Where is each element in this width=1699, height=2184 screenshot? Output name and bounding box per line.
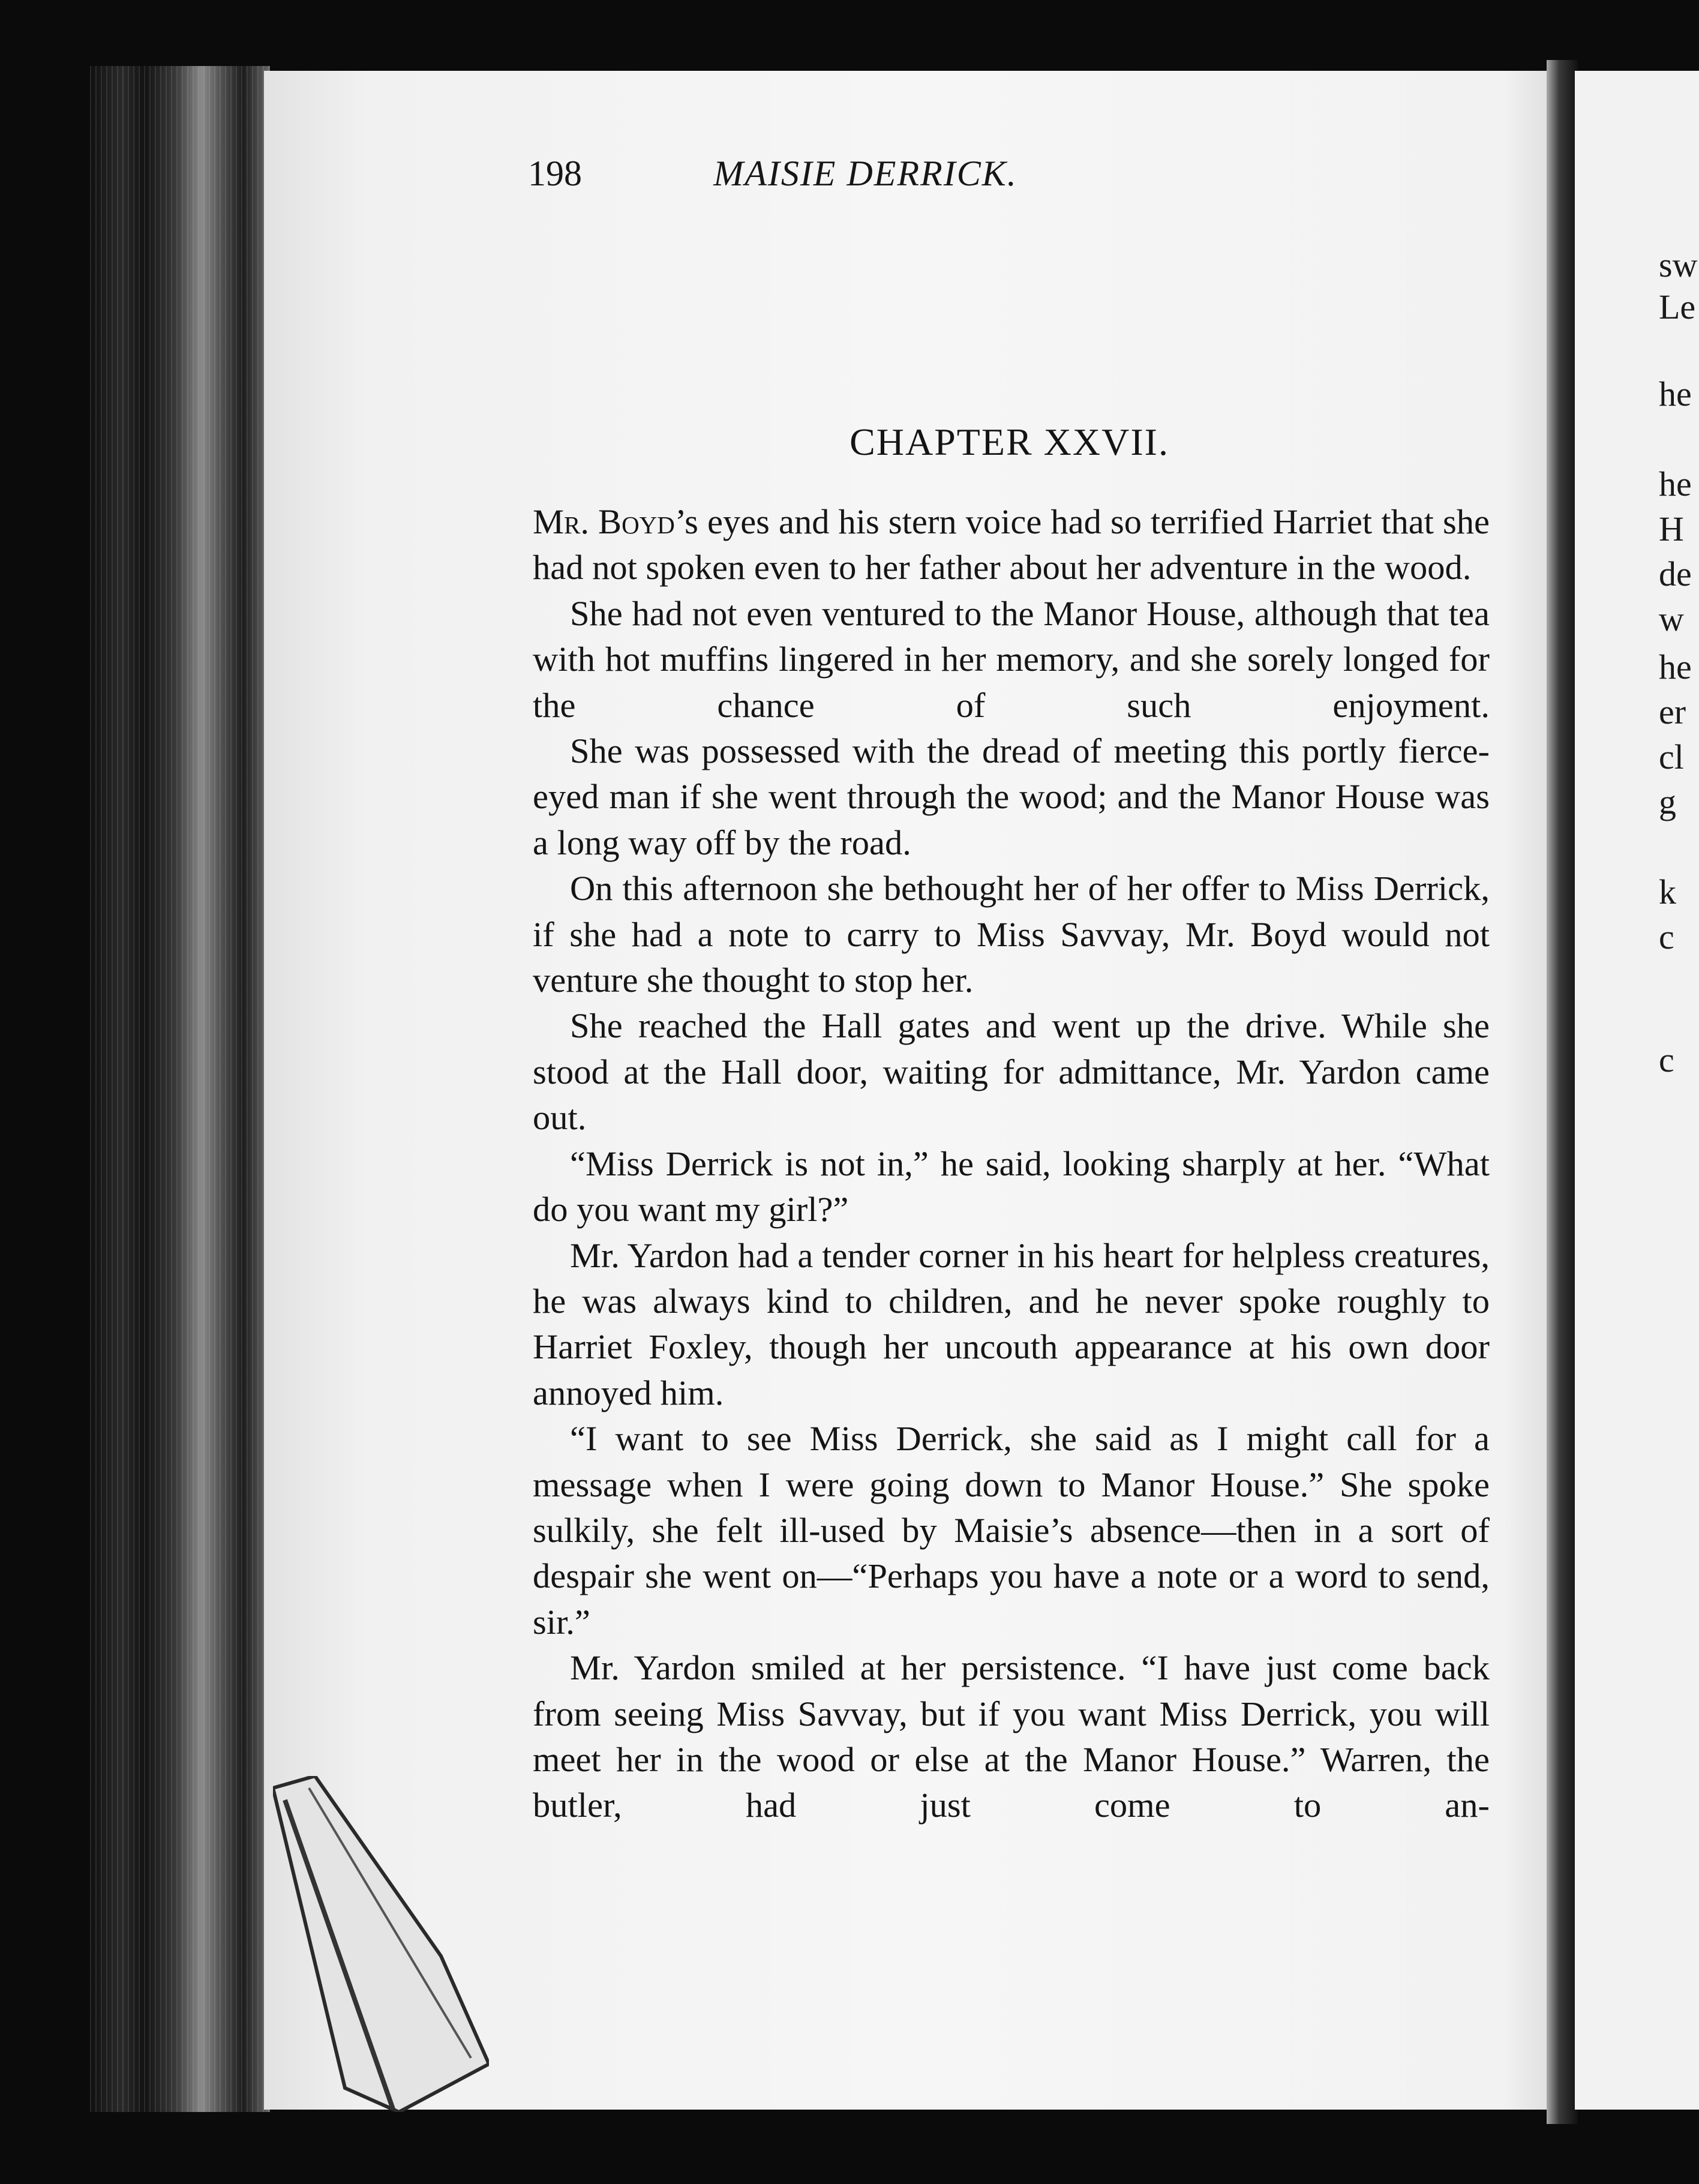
body-text (533, 499, 1490, 1829)
opening-name: Mr. Boyd (533, 502, 675, 541)
page-number: 198 (528, 154, 582, 193)
facing-page-fragment: k (1659, 872, 1676, 911)
paragraph: “I want to see Miss Derrick, she said as I might call for a message when I were going down to Manor House.” She spoke sulkily, she felt ill-used by Maisie’s absence—then in a sort of despair she went on—“Perhaps you have a note or a word to send, sir.” (533, 1419, 1490, 1642)
facing-page-fragment: Le (1659, 287, 1696, 326)
facing-page-fragment: H (1659, 509, 1684, 548)
facing-page-fragment: he (1659, 647, 1692, 686)
paragraph: Mr. Yardon smiled at her persistence. “I have just come back from seeing Miss Savvay, but if you want Miss Derrick, you will meet her in the wood or else at the Manor House.” Warren, the butler, had just come to an- (533, 1648, 1490, 1825)
facing-page-fragment: c (1659, 917, 1674, 956)
paragraph-text: ’s eyes and his stern voice had so terrified Harriet that she had not spoken even to her father about her adventure in the wood. (533, 502, 1490, 587)
facing-page-fragment: er (1659, 692, 1686, 731)
paragraph: “Miss Derrick is not in,” he said, looking sharply at her. “What do you want my girl?” (533, 1144, 1490, 1229)
facing-page-fragment: g (1659, 782, 1676, 821)
facing-page-fragment: de (1659, 554, 1692, 593)
folded-page-corner (273, 1776, 489, 2112)
facing-page-fragment: c (1659, 1040, 1674, 1079)
paragraph: She was possessed with the dread of meeting this portly fierce-eyed man if she went through the wood; and the Manor House was a long way off by the road. (533, 731, 1490, 862)
book-gutter (1547, 60, 1578, 2124)
facing-page-fragment: he (1659, 464, 1692, 503)
running-title: MAISIE DERRICK. (713, 154, 1017, 193)
paragraph: Mr. Yardon had a tender corner in his heart for helpless creatures, he was always kind to children, and he never spoke roughly to Harriet Foxley, though her uncouth appearance at his own door annoyed him. (533, 1235, 1490, 1412)
facing-page-fragment: cl (1659, 737, 1684, 776)
book-edge (90, 66, 270, 2112)
paragraph: On this afternoon she bethought her of her offer to Miss Derrick, if she had a note to carry to Miss Savvay, Mr. Boyd would not venture she thought to stop her. (533, 869, 1490, 1000)
paragraph (533, 499, 1490, 591)
paragraph: She had not even ventured to the Manor House, although that tea with hot muffins lingered in her memory, and she sorely longed for the chance of such enjoyment. (533, 593, 1490, 725)
paragraph: She reached the Hall gates and went up the drive. While she stood at the Hall door, waiting for admittance, Mr. Yardon came out. (533, 1006, 1490, 1138)
facing-page-fragment: w (1659, 599, 1684, 638)
running-header (528, 153, 1179, 207)
facing-page (1575, 71, 1699, 2110)
facing-page-fragment: he (1659, 374, 1692, 413)
chapter-title: CHAPTER XXVII. (850, 421, 1169, 463)
facing-page-fragment: sw (1659, 245, 1698, 284)
